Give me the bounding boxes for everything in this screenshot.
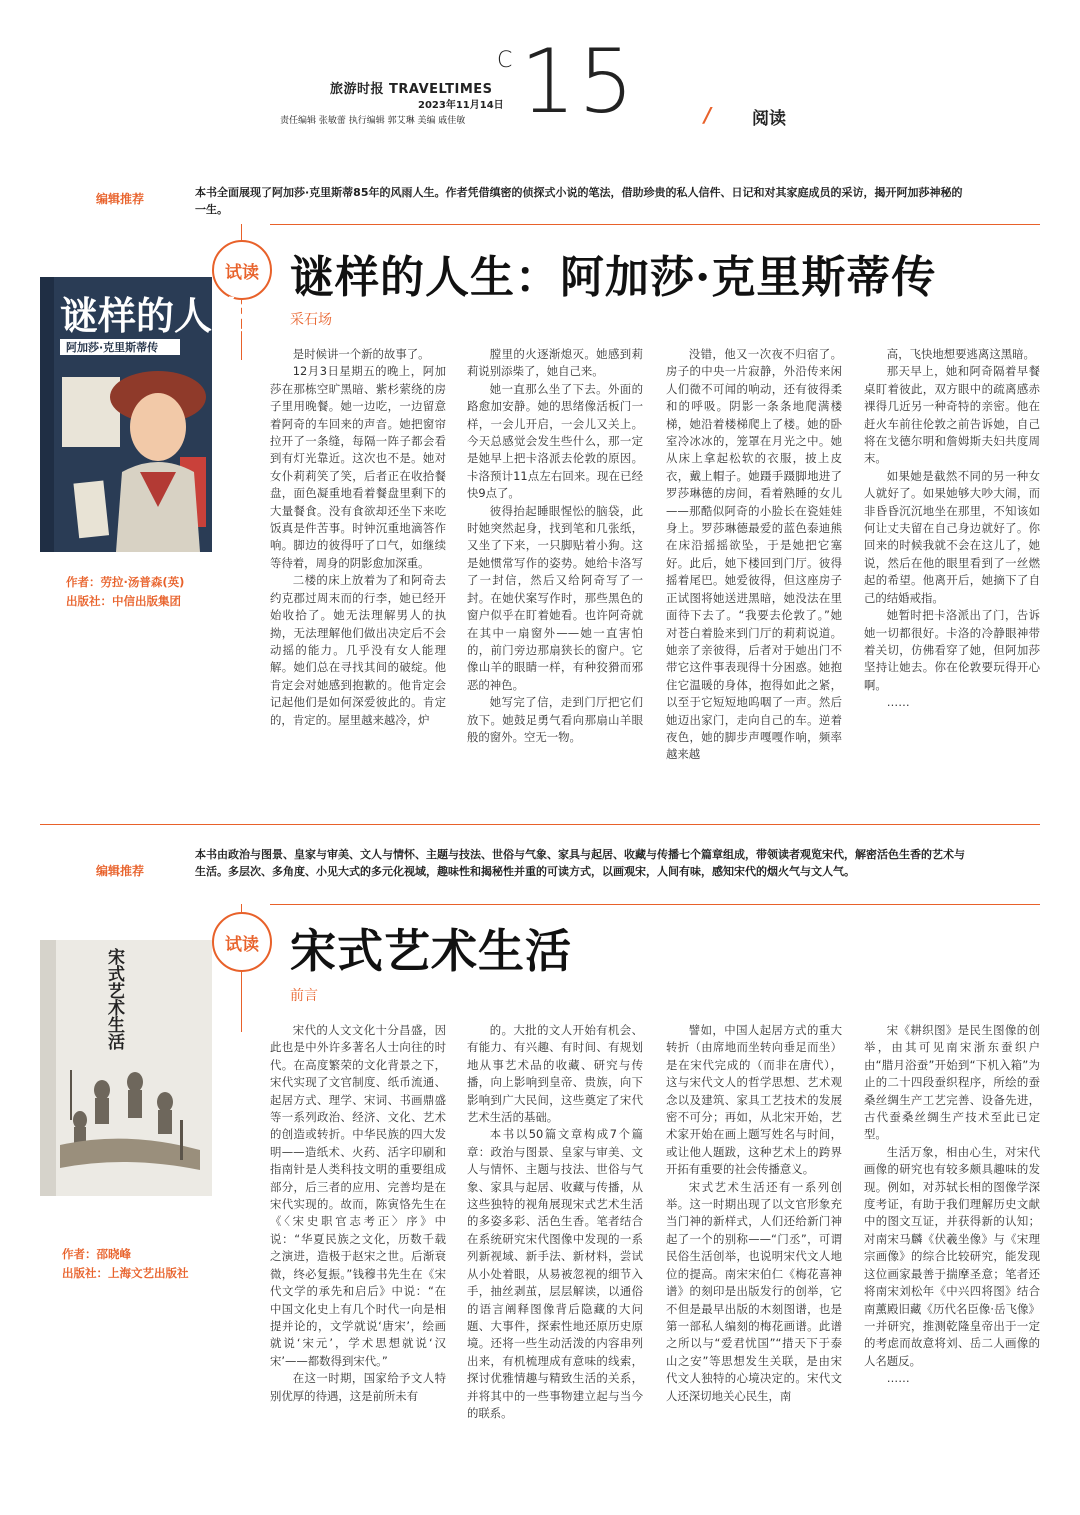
paper-name: 旅游时报 TRAVELTIMES — [330, 82, 493, 97]
article-title: 谜样的人生：阿加莎·克里斯蒂传 — [290, 252, 937, 303]
book-publisher: 出版社：中信出版集团 — [66, 594, 181, 608]
article-title: 宋式艺术生活 — [290, 924, 572, 978]
article-column-1 — [270, 1022, 446, 1405]
paragraph: 本书以50篇文章构成7个篇章：政治与图景、皇家与审美、文人与情怀、主题与技法、世俗与气象、家具与起居、收藏与传播，从这些独特的视角展现宋式艺术生活的多姿多彩、活色生香。笔者结合在系统研究宋代图像中发现的一系列新视域、新手法、新材料，尝试从小处着眼，从易被忽视的细节入手，抽丝剥茧，层层解读，以通俗的语言阐释图像背后隐藏的大问题、大事件，探索性地还原历史原境。还将一些生动活泼的内容串列出来，有机梳理成有意味的线索，探讨优雅情趣与精致生活的关系，并将其中的一些事物建立起与当今的联系。 — [467, 1127, 643, 1420]
article-column-1 — [270, 346, 446, 729]
book-author: 作者：邵晓峰 — [62, 1247, 131, 1261]
paragraph: …… — [886, 695, 910, 710]
section-name: 阅读 — [752, 109, 786, 129]
divider — [270, 224, 1040, 225]
paragraph: 高，飞快地想要逃离这黑暗。 — [886, 347, 1035, 361]
trial-read-badge: 试读 — [212, 240, 272, 300]
article-column-3 — [666, 346, 842, 764]
article-column-3 — [666, 1022, 842, 1405]
paragraph: 没错，他又一次夜不归宿了。房子的中央一片寂静，外沿传来闲人们微不可闻的响动，还有彼得柔和的呼吸。阴影一条条地爬满楼梯，她沿着楼梯爬上了楼。她的卧室冷冰冰的，笼罩在月光之中。她从床上拿起松软的衣服，披上皮衣，戴上帽子。她蹑手蹑脚地进了罗莎琳德的房间，看着熟睡的女儿——那酷似阿奇的小脸长在瓷娃娃身上。罗莎琳德最爱的蓝色泰迪熊在床沿摇摇欲坠，于是她把它塞好。此后，她下楼回到门厅。彼得摇着尾巴。她爱彼得，但这座房子正试图将她送进黑暗，她没法在里面待下去了。“我要去伦敦了。”她对苍白着脸来到门厅的莉莉说道。她亲了亲彼得，后者对于她出门不带它这件事表现得十分困惑。她抱住它温暖的身体，抱得如此之紧，以至于它短短地呜咽了一声。然后她迈出家门，走向自己的车。逆着夜色，她的脚步声嘎嘎作响，频率越来越 — [666, 347, 842, 762]
editor-recommend-label: 编辑推荐 — [96, 864, 145, 878]
divider — [241, 972, 242, 1032]
paragraph: 二楼的床上放着为了和阿奇去约克郡过周末而的行李，她已经开始收拾了。她无法理解男人的执拗，无法理解他们做出决定后不会动摇的能力。几乎没有女人能理解。她们总在寻找其间的破绽。他肯定会对她感到抱歉的。他肯定会记起他们是如何深爱彼此的。肯定的，肯定的。屋里越来越冷，炉 — [270, 573, 446, 727]
paragraph: 宋式艺术生活还有一系列创举。这一时期出现了以文官形象充当门神的新样式，人们还给新门神起了一个的别称——“门丞”，可谓民俗生活创举，也说明宋代文人地位的提高。南宋宋伯仁《梅花喜神谱》的刻印是出版发行的创举，它不但是最早出版的木刻图谱，也是第一部私人编刻的梅花画谱。此谱之所以与“爱君忧国”“措天下于泰山之安”等思想发生关联，是由宋代文人独特的心境决定的。宋代文人还深切地关心民生，南 — [666, 1179, 842, 1403]
cover-subtitle-text: 阿加莎·克里斯蒂传 — [66, 341, 159, 354]
paragraph: 譬如，中国人起居方式的重大转折（由席地而坐转向垂足而坐）是在宋代完成的（而非在唐代），这与宋代文人的哲学思想、艺术观念以及建筑、家具工艺技术的发展密不可分；再如，从北宋开始，艺术家开始在画上题写姓名与时间，或让他人题跋，这种艺术上的跨界开拓有重要的社会传播意义。 — [666, 1023, 842, 1177]
paragraph: 宋代的人文文化十分昌盛，因此也是中外许多著名人士向往的时代。在高度繁荣的文化背景之下，宋代实现了文官制度、纸币流通、起居方式、理学、宋词、书画鼎盛等一系列政治、经济、文化、艺术的创造或转折。中华民族的四大发明——造纸术、火药、活字印刷和指南针是人类科技文明的重要组成部分，后三者的应用、完善均是在宋代实现的。故而，陈寅恪先生在《〈宋史职官志考正〉序》中说：“华夏民族之文化，历数千载之演进，造极于赵宋之世。后渐衰微，终必复振。”钱穆书先生在《宋代文学的承先和启后》中说：“在中国文化史上有几个时代一向是相提并论的，文学就说‘唐宋’，绘画就说‘宋元’，学术思想就说‘汉宋’——都数得到宋代。” — [270, 1023, 446, 1368]
paragraph: 那天早上，她和阿奇隔着早餐桌盯着彼此，双方眼中的疏离感赤裸得几近另一种奇特的亲密。他在赶火车前往伦敦之前告诉她，自己将在戈德尔明和詹姆斯夫妇共度周末。 — [864, 364, 1040, 466]
issue-date: 2023年11月14日 — [418, 100, 504, 111]
book-cover-illustration — [40, 940, 212, 1196]
section-slash: / — [704, 103, 712, 127]
page-number: 15 — [520, 30, 636, 133]
paragraph: 宋《耕织图》是民生图像的创举，由其可见南宋浙东蚕织户由“腊月浴蚕”开始到“下机入箱”为止的二十四段蚕织程序，所绘的蚕桑丝绸生产工艺完善、设备先进，古代蚕桑丝绸生产技术至此已定型。 — [864, 1023, 1040, 1142]
trial-read-badge: 试读 — [212, 912, 272, 972]
paragraph: 她一直那么坐了下去。外面的路愈加安静。她的思绪像活板门一样，一会儿开启，一会儿又关上。今天总感觉会发生些什么，那一定是她早上把卡洛派去伦敦的原因。卡洛预计11点左右回来。现在已经快9点了。 — [467, 381, 643, 501]
divider — [241, 904, 242, 912]
book-author: 作者：劳拉·汤普森(英) — [66, 575, 185, 589]
article-column-2 — [467, 1022, 643, 1422]
paragraph: 的。大批的文人开始有机会、有能力、有兴趣、有时间、有规划地从事艺术品的收藏、研究与传播，向上影响到皇帝、贵族，向下影响到广大民间，这些奠定了宋代艺术生活的基础。 — [467, 1023, 643, 1125]
paragraph: …… — [886, 1371, 910, 1386]
paragraph: 如果她是截然不同的另一种女人就好了。如果她够大吵大闹，而非昏昏沉沉地坐在那里，不知该如何让丈夫留在自己身边就好了。你回来的时候我就不会在这儿了，她说，然后在他的眼里看到了一丝燃起的希望。他离开后，她摘下了自己的结婚戒指。 — [864, 468, 1040, 605]
paragraph: 生活万象，相由心生，对宋代画像的研究也有较多颇具趣味的发现。例如，对苏轼长相的图像学深度考证，有助于我们理解历史文献中的图文互证，并获得新的认知；对南宋马麟《伏羲坐像》与《宋理宗画像》的综合比较研究，能发现这位画家最善于揣摩圣意；笔者还将南宋刘松年《中兴四将图》结合南薰殿旧藏《历代名臣像·岳飞像》一并研究，推测乾隆皇帝出于一定的考虑而故意将刘、岳二人画像的人名题反。 — [864, 1144, 1040, 1368]
paragraph: 12月3日星期五的晚上，阿加莎在那栋空旷黑暗、紫杉萦绕的房子里用晚餐。她一边吃，一边留意着阿奇的车回来的声音。她把窗帘拉开了一条缝，每隔一阵子都会看到有灯光靠近。这次也不是。她对女仆莉莉笑了笑，后者正在收拾餐盘，面色凝重地看着餐盘里剩下的大量餐食。没有食欲却还坐下来吃饭真是件苦事。时钟沉重地滴答作响。脚边的彼得吁了口气，如继续等待着，周身的阴影愈加深重。 — [270, 364, 446, 570]
article-subtitle: 前言 — [290, 988, 318, 1004]
divider — [270, 904, 1040, 905]
recommend-text: 本书由政治与图景、皇家与审美、文人与情怀、主题与技法、世俗与气象、家具与起居、收藏与传播七个篇章组成，带领读者观览宋代，解密活色生香的艺术与生活。多层次、多角度、小见大式的多元化视域，趣味性和揭秘性并重的可读方式，以画观宋，人间有味，感知宋代的烟火气与文人气。 — [195, 848, 965, 878]
article-column-2 — [467, 346, 643, 746]
paragraph: 她暂时把卡洛派出了门，告诉她一切都很好。卡洛的冷静眼神带着关切，仿佛看穿了她，但阿加莎坚持让她去。你在伦敦要玩得开心啊。 — [864, 608, 1040, 692]
page-letter: C — [497, 48, 513, 73]
paragraph: 她写完了信，走到门厅把它们放下。她鼓足勇气看向那扇山羊眼般的窗外。空无一物。 — [467, 695, 643, 744]
section-divider — [40, 824, 1040, 825]
paragraph: 在这一时期，国家给予文人特别优厚的待遇，这是前所未有 — [270, 1371, 446, 1403]
book-cover — [40, 277, 251, 552]
paragraph: 膛里的火逐渐熄灭。她感到莉莉说别添柴了，她自己来。 — [467, 347, 643, 379]
article-subtitle: 采石场 — [290, 312, 332, 328]
article-column-4 — [864, 1022, 1040, 1388]
book-publisher: 出版社：上海文艺出版社 — [62, 1266, 189, 1280]
book-cover-illustration — [40, 277, 251, 552]
article-column-4 — [864, 346, 1040, 712]
editor-credits: 责任编辑 张敏蕾 执行编辑 郭艾琳 美编 戚佳敏 — [280, 116, 466, 126]
recommend-text: 本书全面展现了阿加莎·克里斯蒂85年的风雨人生。作者凭借缜密的侦探式小说的笔法，借助珍贵的私人信件、日记和对其家庭成员的采访，揭开阿加莎神秘的一生。 — [195, 186, 963, 216]
cover-title-text: 谜样的人生 — [60, 293, 251, 338]
paragraph: 彼得抬起睡眼惺忪的脑袋，此时她突然起身，找到笔和几张纸，又坐了下来，一只脚贴着小狗。这是她惯常写作的姿势。她给卡洛写了一封信，然后又给阿奇写了一封。在她伏案写作时，那些黑色的窗户似乎在盯着她看。也许阿奇就在其中一扇窗外——她一直害怕的，前门旁边那扇狭长的窗户。它像山羊的眼睛一样，有种狡猾而邪恶的神色。 — [467, 503, 643, 692]
cover-title-text: 宋式艺术生活 — [104, 948, 124, 1050]
book-cover — [40, 940, 212, 1196]
editor-recommend-label: 编辑推荐 — [96, 192, 145, 206]
paragraph: 是时候讲一个新的故事了。 — [292, 347, 430, 361]
